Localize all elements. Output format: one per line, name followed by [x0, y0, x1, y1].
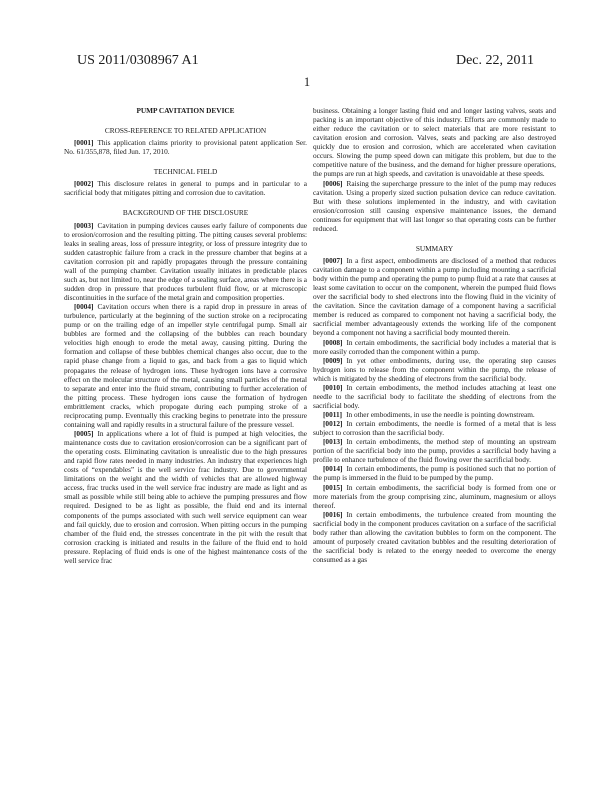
paragraph-0004 — [64, 302, 307, 429]
paragraph-number: [0016] — [323, 509, 343, 519]
paragraph-text: This application claims priority to provisional patent application Ser. No. 61/355,878, filed Jun. 17, 2010. — [64, 138, 307, 157]
paragraph-text: In certain embodiments, the needle is formed of a metal that is less subject to corrosion than the sacrificial body. — [313, 419, 556, 438]
paragraph-0014 — [313, 464, 556, 482]
publication-date: Dec. 22, 2011 — [455, 53, 534, 68]
heading-summary: SUMMARY — [415, 243, 454, 253]
paragraph-number: [0003] — [74, 220, 94, 230]
paragraph-0016 — [313, 510, 556, 564]
paragraph-number: [0008] — [323, 337, 343, 347]
paragraph-0005 — [64, 429, 307, 565]
paragraph-text: In certain embodiments, the method step of mounting an upstream portion of the sacrificial body into the pump, provides a sacrificial body having a profile to enhance turbulence of the fluid flowing over the sacrificial body. — [313, 437, 556, 465]
paragraph-number: [0013] — [323, 437, 343, 447]
paragraph-number: [0006] — [323, 178, 343, 188]
paragraph-number: [0015] — [323, 482, 343, 492]
paragraph-number: [0007] — [323, 255, 343, 265]
paragraph-number: [0014] — [323, 464, 343, 474]
publication-number: US 2011/0308967 A1 — [77, 53, 199, 68]
paragraph-0007 — [313, 256, 556, 338]
paragraph-number: [0011] — [323, 410, 343, 419]
left-column — [64, 106, 307, 565]
paragraph-0008 — [313, 338, 556, 356]
paragraph-0011 — [313, 410, 556, 419]
paragraph-text: In certain embodiments, the sacrificial body is formed from one or more materials from the group comprising zinc, aluminum, magnesium or alloys thereof. — [313, 482, 556, 510]
heading-background: BACKGROUND OF THE DISCLOSURE — [122, 208, 249, 218]
paragraph-0001 — [64, 138, 307, 156]
page-number: 1 — [303, 75, 311, 89]
heading-technical-field: TECHNICAL FIELD — [153, 167, 218, 177]
paragraph-text: In certain embodiments, the method includes attaching at least one needle to the sacrificial body to facilitate the shedding of electrons from the sacrificial body. — [313, 382, 556, 410]
paragraph-0015 — [313, 483, 556, 510]
paragraph-text: In certain embodiments, the turbulence created from mounting the sacrificial body in the component produces cavitation on a surface of the sacrificial body rather than allowing the cavitation bubbles to form on the component. The amount of purposely created cavitation bubbles and the resulting deterioration of the sacrificial body is related to the energy needed to overcome the energy consumed as a gas — [313, 509, 556, 564]
paragraph-text: In certain embodiments, the pump is positioned such that no portion of the pump is immersed in the fluid to be pumped by the pump. — [313, 464, 556, 483]
right-column — [313, 106, 556, 564]
paragraph-text: Cavitation occurs when there is a rapid drop in pressure in areas of turbulence, particularly at the beginning of the suction stroke on a reciprocating pump or on the trailing edge of an impeller style centrifugal pump. Small air bubbles are formed and the collapsing of the bubbles can reach boundary velocities high enough to erode the metal away, causing pitting. During the formation and collapse of these bubbles chemical changes also occur, due to the rapid phase change from a liquid to gas, and back from a gas to liquid which propagates the release of hydrogen ions. These hydrogen ions have a corrosive effect on the molecular structure of the metal, causing small particles of the metal to separate and enter into the fluid stream, contributing to further acceleration of the pitting process. These hydrogen ions cause the formation of hydrogen embrittlement cracks, which propogate during each pumping stroke of a reciprocating pump. Eventually this cracking begins to penetrate into the pressure containing wall and rapidly results in a structural failure of the pressure vessel. — [64, 302, 307, 429]
paragraph-text: This disclosure relates in general to pumps and in particular to a sacrificial body that mitigates pitting and corrosion due to cavitation. — [64, 179, 307, 198]
paragraph-number: [0005] — [74, 428, 94, 438]
paragraph-number: [0012] — [323, 419, 343, 429]
paragraph-0005-continued: business. Obtaining a longer lasting fluid end and longer lasting valves, seats and packing is an important objective of this industry. Efforts are commonly made to either reduce the cavitation or to select materials that are more resistant to cavitation erosion and corrosion. Valves, seats and packing are also destroyed quickly due to erosion and corrosion, which are accelerated when cavitation occurs. Slowing the pump speed down can mitigate this problem, but due to the competitive nature of the business, and the demand for higher pressure operations, the pumps are run at high speeds, and cavitation is unavoidable at these speeds. — [313, 106, 556, 179]
paragraph-0012 — [313, 419, 556, 437]
paragraph-number: [0001] — [74, 138, 94, 148]
paragraph-text: Raising the supercharge pressure to the inlet of the pump may reduces cavitation. Using a properly sized suction pulsation device can reduce cavitation. But with these solutions implemented in the industry, and with cavitation erosion/corrosion still causing expensive maintenance issues, the demand continues for equipment that will last longer so that operating costs can be further reduced. — [313, 178, 556, 233]
document-title: PUMP CAVITATION DEVICE — [136, 106, 235, 115]
paragraph-text: In applications where a lot of fluid is pumped at high velocities, the maintenance costs due to cavitation erosion/corrosion can be a significant part of the operating costs. Eliminating cavitation is unrealistic due to the high pressures and rapid flow rates needed in many industries. An industry that experiences high costs of “expendables” is the well service frac industry. Due to governmental limitations on the weight and the width of vehicles that are allowed highway access, frac trucks used in the well service frac industry are made as light and as small as possible while still being able to achieve the pumping pressures and flow required. Designed to be as light as possible, the fluid end and its internal components of the pumps associated with such well service equipment can wear and fail quickly, due to erosion and corrosion. When pitting occurs in the pumping chamber of the fluid end, the stresses concentrate in the pit with the result that corrosion cracking is initiated and results in the failure of the fluid end to hold pressure. Replacing of fluid ends is one of the highest maintenance costs of the well service frac — [64, 428, 307, 565]
paragraph-text: In a first aspect, embodiments are disclosed of a method that reduces cavitation damage to a component within a pump including mounting a sacrificial body within the pump and operating the pump to pump fluid at a rate that causes at least some cavitation to occur on the component, wherein the pumped fluid flows over the sacrificial body to shed electrons into the flowing fluid in the vicinity of the cavitation. Since the cavitation damage of a component having a sacrificial member is reduced as compared to component not having a sacrificial body, the sacrificial member advantageously extends the working life of the component beyond a component not having a sacrificial body mounted therein. — [313, 255, 556, 338]
paragraph-0006 — [313, 179, 556, 233]
paragraph-number: [0004] — [74, 302, 94, 312]
paragraph-text: In yet other embodiments, during use, the operating step causes hydrogen ions to release from the component within the pump, the release of which is mitigated by the shedding of electrons from the sacrificial body. — [313, 355, 556, 383]
paragraph-0010 — [313, 383, 556, 410]
paragraph-number: [0002] — [74, 179, 94, 189]
paragraph-text: Cavitation in pumping devices causes early failure of components due to erosion/corrosion and the resulting pitting. The pitting causes several problems: leaks in sealing areas, loss of pressure integrity, or loss of pressure integrity due to sudden catastrophic failure from a crack in the pressure chamber that begins at a cavitation corrosion pit and rapidly propagates through the pressure containing wall of the pumping chamber. Cavitation usually initiates in predictable places such as, but not limited to, near the edge of a sealing surface, areas where there is a sudden drop in pressure that produces turbulent fluid flow, or at microscopic discontinuities in the surface of the metal grain and composition properties. — [64, 220, 307, 302]
paragraph-0003 — [64, 221, 307, 303]
paragraph-text: In certain embodiments, the sacrificial body includes a material that is more easily corroded than the component within a pump. — [313, 337, 556, 356]
paragraph-0002 — [64, 179, 307, 197]
paragraph-text: In other embodiments, in use the needle is pointing downstream. — [346, 410, 535, 419]
paragraph-number: [0009] — [323, 355, 343, 365]
paragraph-number: [0010] — [323, 382, 343, 392]
heading-cross-reference: CROSS-REFERENCE TO RELATED APPLICATION — [104, 126, 267, 136]
paragraph-0009 — [313, 356, 556, 383]
paragraph-0013 — [313, 437, 556, 464]
